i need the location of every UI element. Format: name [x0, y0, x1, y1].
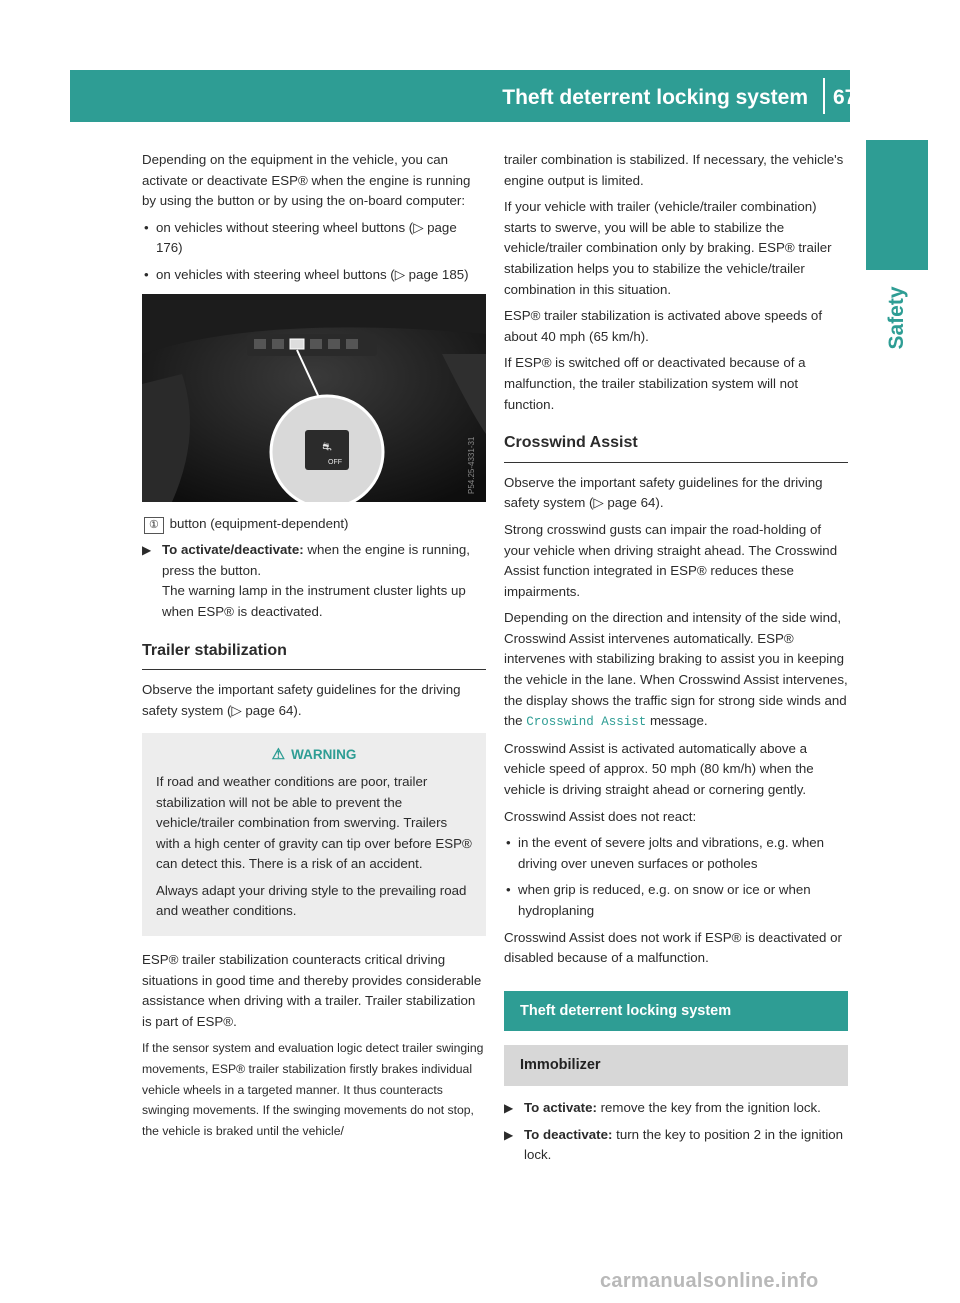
section-band-theft: Theft deterrent locking system	[504, 991, 848, 1032]
photo-code: P54.25-4331-31	[467, 436, 476, 494]
step-arrow-icon: ▶	[504, 1100, 514, 1115]
paragraph: Crosswind Assist does not react:	[504, 808, 697, 824]
paragraph: Crosswind Assist does not work if ESP® is deactivated or disabled because of a malfunction.	[504, 929, 842, 966]
list-item: • when grip is reduced, e.g. on snow or ice or when hydroplaning	[504, 880, 848, 921]
instruction-step	[504, 1098, 848, 1119]
warning-box	[142, 733, 486, 936]
header-separator	[823, 78, 825, 114]
paragraph: trailer combination is stabilized. If necessary, the vehicle's engine output is limited.	[504, 152, 844, 188]
sensor-paragraph: If the sensor system and evaluation logic detect trailer swinging movements, ESP® trailer stabilization firstly brakes individual vehicle wheels in a targeted manner. It thus counteracts swinging movements. If the swinging movements do not stop, the vehicle is braked until the vehicle/	[142, 1041, 484, 1138]
paragraph: If your vehicle with trailer (vehicle/trailer combination) starts to swerve, you will be able to stabilize the vehicle/trailer combination only by braking. ESP® trailer stabilization helps you to stabilize the vehicle/trailer combination in this situation.	[504, 199, 832, 297]
paragraph: Strong crosswind gusts can impair the road-holding of your vehicle when driving straight ahead. The Crosswind Assist function integrated in ESP® reduces these impairments.	[504, 521, 838, 599]
heading-rule	[504, 462, 848, 463]
page-number: 67	[833, 86, 857, 109]
off-label: OFF	[328, 458, 342, 466]
section-heading-trailer: Trailer stabilization	[142, 641, 287, 659]
instruction-step	[504, 1125, 848, 1166]
page-title: Theft deterrent locking system	[502, 86, 808, 109]
paragraph: If ESP® is switched off or deactivated because of a malfunction, the trailer stabilization system will not function.	[504, 355, 806, 412]
heading-rule	[142, 669, 486, 670]
crosswind-text: Depending on the direction and intensity of the side wind, Crosswind Assist intervenes automatically. ESP® intervenes with stabilizing braking to assist you in keeping the vehicle in the lane. When Crosswind Assist intervenes, the display shows the traffic sign for strong side winds and the	[504, 610, 848, 729]
paragraph: ESP® trailer stabilization is activated above speeds of about 40 mph (65 km/h).	[504, 308, 823, 344]
left-column	[142, 150, 486, 1141]
paragraph: Observe the important safety guidelines for the driving safety system (▷ page 64).	[504, 474, 823, 511]
right-column	[504, 150, 848, 1172]
trailer-intro: Observe the important safety guidelines for the driving safety system (▷ page 64).	[142, 682, 461, 718]
warning-heading	[156, 745, 472, 766]
list-item: • in the event of severe jolts and vibrations, e.g. when driving over uneven surfaces or potholes	[504, 833, 848, 874]
dashboard-photo-illustration	[142, 294, 486, 502]
warning-text-1: If road and weather conditions are poor, trailer stabilization will not be able to prevent the vehicle/trailer combination from swerving. Trailers with a high center of gravity can tip over before ESP® can detect this. There is a risk of an accident.	[156, 773, 472, 872]
list-item: • on vehicles with steering wheel buttons (▷ page 185)	[142, 265, 486, 286]
step-text-2: The warning lamp in the instrument cluster lights up when ESP® is deactivated.	[162, 583, 466, 619]
crosswind-text-end: message.	[649, 713, 708, 729]
figure-caption	[142, 514, 486, 535]
step-arrow-icon: ▶	[504, 1127, 514, 1142]
instruction-step	[142, 540, 486, 622]
step-text: turn the key to position 2 in the ignition lock.	[524, 1126, 844, 1163]
step-arrow-icon: ▶	[142, 543, 152, 558]
display-message: Crosswind Assist	[526, 715, 647, 730]
intro-paragraph: Depending on the equipment in the vehicle, you can activate or deactivate ESP® when the engine is running by using the button or by using the on-board computer:	[142, 152, 471, 209]
dashboard-photo	[142, 294, 486, 502]
step-label: To deactivate:	[524, 1126, 613, 1142]
step-text: when the engine is running, press the button.	[162, 542, 470, 578]
paragraph: Crosswind Assist is activated automatically above a vehicle speed of approx. 50 mph (80 km/h) when the vehicle is driving straight ahead or cornering gently.	[504, 740, 814, 798]
warning-text-2: Always adapt your driving style to the prevailing road and weather conditions.	[156, 882, 467, 919]
section-tab-marker	[866, 140, 928, 270]
caption-number: ①	[144, 517, 164, 534]
section-tab-label: Safety	[885, 286, 908, 350]
section-heading-crosswind: Crosswind Assist	[504, 434, 638, 452]
step-label: To activate/deactivate:	[162, 542, 304, 558]
footer-watermark: carmanualsonline.info	[600, 1270, 819, 1292]
svg-text:⛐: ⛐	[322, 439, 332, 453]
warning-triangle-icon: ⚠	[271, 746, 286, 764]
caption-text: button (equipment-dependent)	[169, 515, 349, 531]
step-text: remove the key from the ignition lock.	[600, 1099, 821, 1115]
trailer-paragraph: ESP® trailer stabilization counteracts critical driving situations in good time and thereby provides considerable assistance when driving with a trailer. Trailer stabilization is part of ESP®.	[142, 952, 482, 1029]
step-label: To activate:	[524, 1099, 597, 1115]
paragraph	[504, 608, 848, 733]
subsection-band-immobilizer: Immobilizer	[504, 1045, 848, 1086]
warning-title: WARNING	[291, 747, 357, 763]
list-item: • on vehicles without steering wheel buttons (▷ page 176)	[142, 218, 486, 259]
